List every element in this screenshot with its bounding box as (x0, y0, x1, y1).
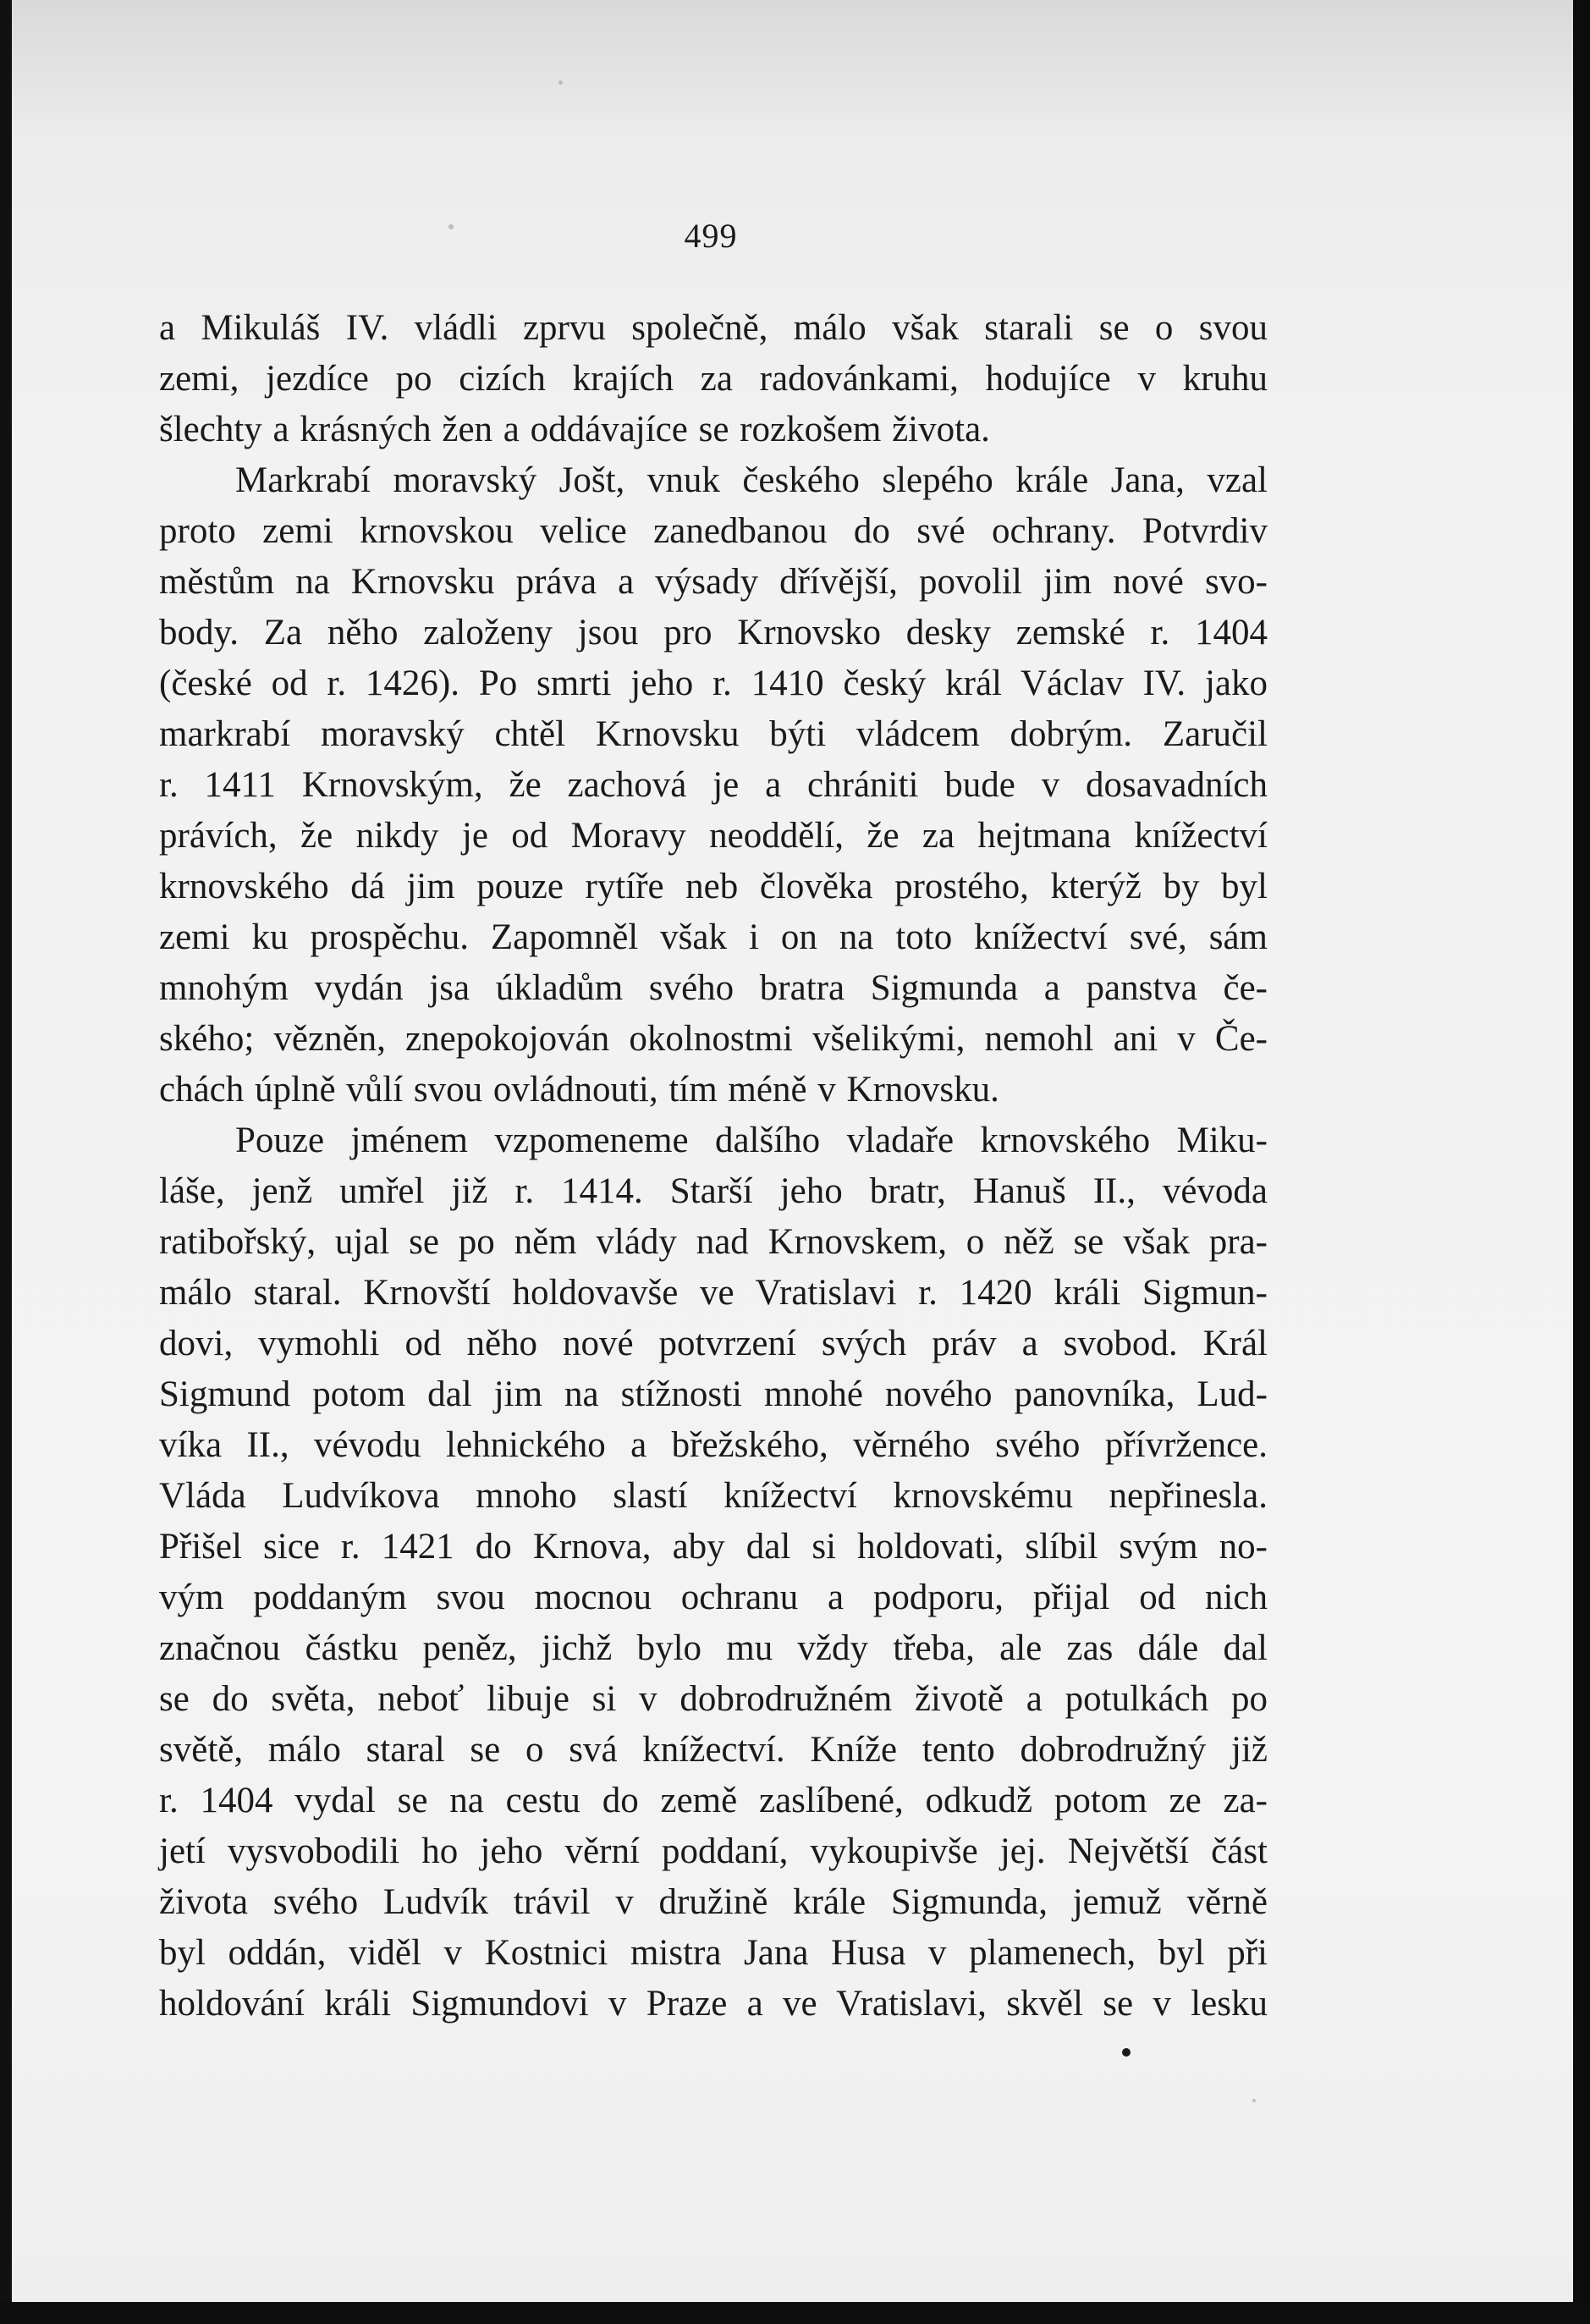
text-line: zemi, jezdíce po cizích krajích za radovánkami, hodujíce v kruhu (159, 359, 1268, 399)
text-line: Sigmund potom dal jim na stížnosti mnohé nového panovníka, Lud- (159, 1374, 1268, 1414)
bottom-scan-edge (0, 2302, 1590, 2324)
text-line: byl oddán, viděl v Kostnici mistra Jana Husa v plamenech, byl při (159, 1933, 1268, 1973)
text-line: Vláda Ludvíkova mnoho slastí knížectví krnovskému nepřinesla. (159, 1476, 1268, 1516)
text-line: markrabí moravský chtěl Krnovsku býti vládcem dobrým. Zaručil (159, 714, 1268, 754)
body-text (159, 303, 1268, 2029)
text-line: vým poddaným svou mocnou ochranu a podporu, přijal od nich (159, 1578, 1268, 1617)
text-line: r. 1411 Krnovským, že zachová je a chrániti bude v dosavadních (159, 765, 1268, 805)
text-line: života svého Ludvík trávil v družině krále Sigmunda, jemuž věrně (159, 1882, 1268, 1922)
text-line: víka II., vévodu lehnického a břežského, věrného svého přívržence. (159, 1425, 1268, 1465)
text-line: proto zemi krnovskou velice zanedbanou do své ochrany. Potvrdiv (159, 511, 1268, 551)
text-line: málo staral. Krnovští holdovavše ve Vratislavi r. 1420 králi Sigmun- (159, 1273, 1268, 1313)
text-line: Přišel sice r. 1421 do Krnova, aby dal si holdovati, slíbil svým no- (159, 1527, 1268, 1567)
text-line: mnohým vydán jsa úkladům svého bratra Sigmunda a panstva če- (159, 968, 1268, 1008)
text-line: r. 1404 vydal se na cestu do země zaslíbené, odkudž potom ze za- (159, 1781, 1268, 1820)
text-line: právích, že nikdy je od Moravy neoddělí, že za hejtmana knížectví (159, 816, 1268, 856)
text-line: zemi ku prospěchu. Zapomněl však i on na toto knížectví své, sám (159, 917, 1268, 957)
text-line: městům na Krnovsku práva a výsady dřívější, povolil jim nové svo- (159, 562, 1268, 602)
text-line: šlechty a krásných žen a oddávajíce se rozkošem života. (159, 410, 990, 449)
page-number: 499 (684, 217, 738, 255)
text-line: ratibořský, ujal se po něm vlády nad Krnovskem, o něž se však pra- (159, 1222, 1268, 1262)
text-line: Pouze jménem vzpomeneme dalšího vladaře krnovského Miku- (235, 1121, 1268, 1160)
text-line: ského; vězněn, znepokojován okolnostmi všelikými, nemohl ani v Če- (159, 1019, 1268, 1059)
footer-mark (1122, 2048, 1131, 2057)
text-line: a Mikuláš IV. vládli zprvu společně, málo však starali se o svou (159, 308, 1268, 348)
text-line: světě, málo staral se o svá knížectví. Kníže tento dobrodružný již (159, 1730, 1268, 1770)
paper-speck (448, 224, 454, 229)
text-line: chách úplně vůlí svou ovládnouti, tím méně v Krnovsku. (159, 1070, 999, 1110)
text-line: krnovského dá jim pouze rytíře neb člověka prostého, kterýž by byl (159, 867, 1268, 906)
left-scan-edge (0, 0, 12, 2324)
paper-speck (558, 80, 563, 85)
text-line: holdování králi Sigmundovi v Praze a ve Vratislavi, skvěl se v lesku (159, 1984, 1268, 2024)
text-line: se do světa, neboť libuje si v dobrodružném životě a potulkách po (159, 1679, 1268, 1719)
text-line: láše, jenž umřel již r. 1414. Starší jeho bratr, Hanuš II., vévoda (159, 1171, 1268, 1211)
right-scan-edge (1573, 0, 1590, 2324)
text-line: body. Za něho založeny jsou pro Krnovsko desky zemské r. 1404 (159, 613, 1268, 653)
text-line: jetí vysvobodili ho jeho věrní poddaní, vykoupivše jej. Největší část (159, 1831, 1268, 1871)
text-line: (české od r. 1426). Po smrti jeho r. 1410 český král Václav IV. jako (159, 664, 1268, 703)
text-line: dovi, vymohli od něho nové potvrzení svých práv a svobod. Král (159, 1324, 1268, 1363)
paper-speck (1252, 2099, 1256, 2102)
text-line: Markrabí moravský Jošt, vnuk českého slepého krále Jana, vzal (235, 460, 1268, 500)
text-line: značnou částku peněz, jichž bylo mu vždy třeba, ale zas dále dal (159, 1628, 1268, 1668)
